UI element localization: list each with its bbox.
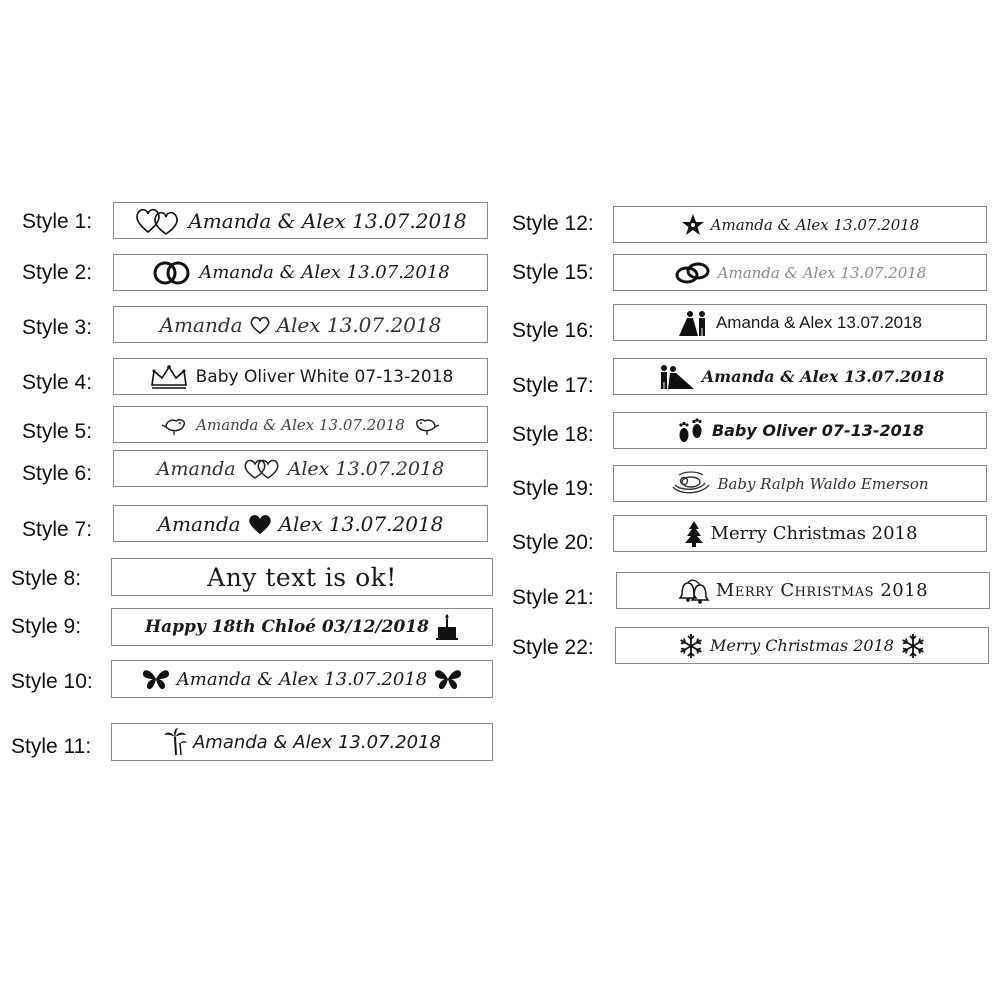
style-sample[interactable] [613,465,987,502]
palm-tree-icon [163,727,187,757]
double-heart-outline-icon [134,206,182,236]
style-sample[interactable] [111,723,493,761]
style-sample[interactable] [113,254,488,291]
style-sample[interactable] [616,572,990,609]
style-label: Style 19: [512,477,594,500]
crown-icon [148,363,190,391]
style-text: Baby Oliver 07-13-2018 [711,421,925,440]
style-sample[interactable] [113,505,488,542]
style-text: Baby Oliver White 07-13-2018 [195,366,454,387]
style-text: Amanda & Alex 13.07.2018 [176,668,428,690]
style-label: Style 22: [512,636,594,659]
baby-in-hands-icon [671,471,711,497]
style-label: Style 10: [11,670,93,693]
style-sample[interactable] [613,515,987,552]
style-text-first: Amanda [156,457,236,480]
style-sample[interactable] [113,406,488,443]
style-text-second: Alex 13.07.2018 [278,511,444,536]
style-label: Style 4: [22,371,93,394]
style-label: Style 15: [512,261,594,284]
star-icon [681,213,705,237]
style-sample[interactable] [113,358,488,395]
style-label: Style 17: [512,374,594,397]
style-label: Style 6: [22,462,93,485]
style-text: Amanda & Alex 13.07.2018 [717,263,927,282]
style-sample[interactable] [613,206,987,243]
style-label: Style 1: [22,210,93,233]
style-text: Merry Christmas 2018 [710,523,918,544]
heart-filled-icon [247,513,273,535]
style-sample[interactable] [613,254,987,291]
style-label: Style 18: [512,423,594,446]
style-text: Amanda & Alex 13.07.2018 [196,415,405,434]
snowflake-icon [678,633,704,659]
style-label: Style 21: [512,586,594,609]
style-sample[interactable] [113,202,488,239]
style-sample[interactable] [113,306,488,343]
style-text: Any text is ok! [207,562,397,592]
style-text: Amanda & Alex 13.07.2018 [715,312,923,332]
style-text: Amanda & Alex 13.07.2018 [188,208,467,233]
style-text-second: Alex 13.07.2018 [287,457,445,480]
style-sample[interactable] [613,304,987,341]
style-sample[interactable] [615,627,989,664]
style-label: Style 5: [22,420,93,443]
style-label: Style 20: [512,531,594,554]
love-bird-icon [411,413,441,437]
style-label: Style 7: [22,518,93,541]
butterfly-icon [141,666,171,692]
style-label: Style 3: [22,316,93,339]
christmas-bells-icon [678,577,710,605]
style-label: Style 9: [11,615,82,638]
love-bird-icon [160,413,190,437]
style-sample[interactable] [113,450,488,487]
style-text: Merry Christmas 2018 [715,580,929,601]
style-text: Baby Ralph Waldo Emerson [717,474,929,493]
style-text-first: Amanda [157,511,241,536]
style-text: Happy 18th Chloé 03/12/2018 [145,617,429,637]
style-text: Amanda & Alex 13.07.2018 [199,262,450,283]
style-text-first: Amanda [159,312,243,337]
style-text-second: Alex 13.07.2018 [276,312,442,337]
bride-groom-icon [678,309,710,337]
style-label: Style 12: [512,212,594,235]
wedding-rings-icon [674,261,712,285]
style-sample[interactable] [111,558,493,596]
style-text: Merry Christmas 2018 [710,636,894,655]
style-text: Amanda & Alex 13.07.2018 [192,731,442,753]
style-label: Style 2: [22,261,93,284]
style-sample[interactable] [111,608,493,646]
butterfly-icon [433,666,463,692]
style-sample[interactable] [613,358,987,395]
double-heart-outline-icon [242,457,282,481]
style-sample[interactable] [613,412,987,449]
birthday-cake-icon [435,613,459,641]
style-label: Style 16: [512,319,594,342]
wedding-rings-icon [151,260,193,286]
style-text: Amanda & Alex 13.07.2018 [701,367,945,386]
style-label: Style 8: [11,567,82,590]
baby-feet-icon [676,418,706,444]
snowflake-icon [900,633,926,659]
style-sample[interactable] [111,660,493,698]
style-text: Amanda & Alex 13.07.2018 [710,215,920,234]
style-label: Style 11: [11,735,92,758]
heart-outline-icon [249,315,271,335]
christmas-tree-icon [683,520,705,548]
bride-groom-icon [656,364,696,390]
